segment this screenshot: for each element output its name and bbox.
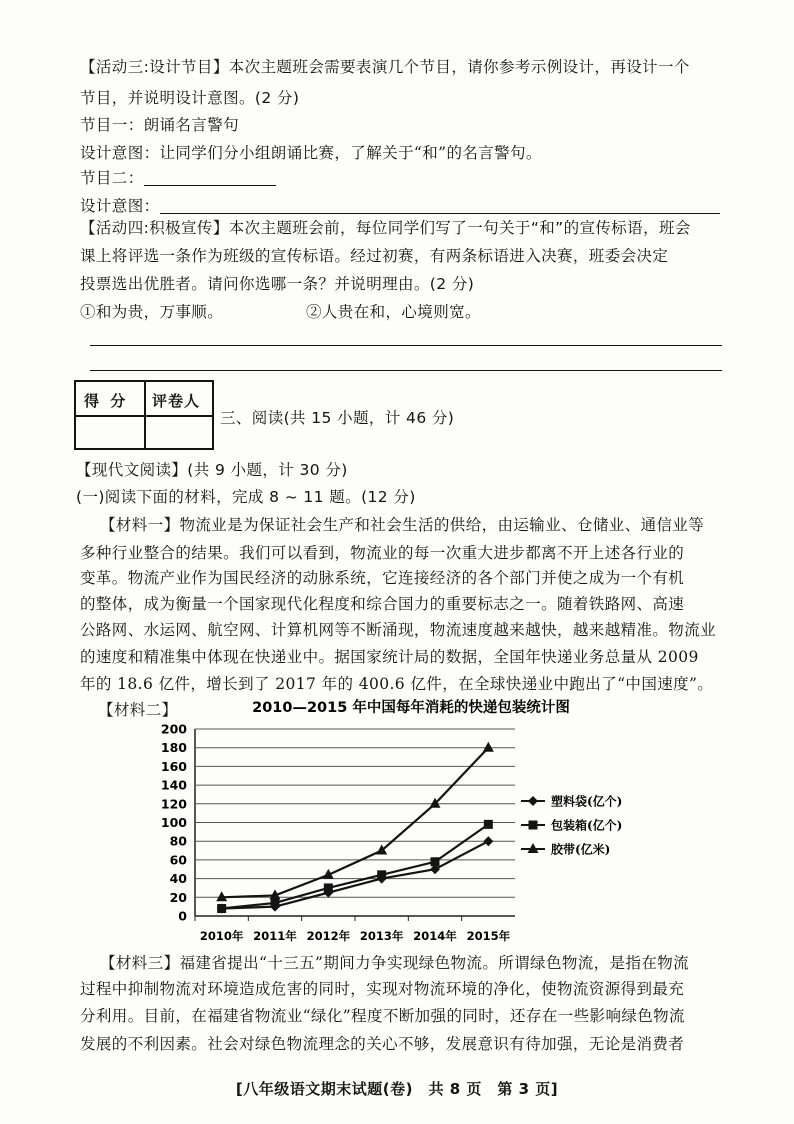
data-point (483, 742, 494, 752)
y-tick-label: 200 (160, 721, 187, 737)
material1-line: 的速度和精准集中体现在快递业中。据国家统计局的数据，全国年快递业务总量从 2009 (80, 648, 699, 666)
activity4-line1: 【活动四:积极宣传】本次主题班会前，每位同学们写了一句关于“和”的宣传标语，班会 (80, 219, 691, 237)
y-tick-label: 40 (169, 871, 187, 887)
modern-reading-title: 【现代文阅读】(共 9 小题，计 30 分) (76, 461, 348, 479)
score-label: 得 分 (84, 392, 129, 410)
activity4-option1: ①和为贵，万事顺。 (80, 303, 224, 321)
data-point (271, 898, 280, 907)
y-tick-label: 140 (160, 777, 187, 793)
material1-line: 多种行业整合的结果。我们可以看到，物流业的每一次重大进步都离不开上述各行业的 (80, 544, 685, 562)
data-point (431, 857, 440, 866)
y-tick-label: 0 (178, 908, 187, 924)
material1-line: 年的 18.6 亿件，增长到了 2017 年的 400.6 亿件，在全球快递业中跑出了“中国速度”。 (80, 675, 714, 693)
y-tick-label: 180 (160, 740, 187, 756)
data-point (217, 904, 226, 913)
y-tick-label: 160 (160, 758, 187, 774)
activity4-line2: 课上将评选一条作为班级的宣传标语。经过初赛，有两条标语进入决赛，班委会决定 (80, 247, 669, 265)
material1-line: 【材料一】物流业是为保证社会生产和社会生活的供给，由运输业、仓储业、通信业等 (100, 516, 705, 534)
legend-marker (529, 821, 538, 830)
legend-entry (521, 842, 610, 857)
series-diamond (217, 836, 494, 913)
material1-line: 公路网、水运网、航空网、计算机网等不断涌现，物流速度越来越快，越来越精准。物流业 (80, 621, 717, 639)
page-footer: [八年级语文期末试题(卷) 共 8 页 第 3 页] (235, 1080, 559, 1098)
y-tick-label: 20 (169, 889, 187, 905)
legend-entry (521, 818, 622, 833)
section3-title: 三、阅读(共 15 小题，计 46 分) (220, 409, 455, 427)
activity4-line3: 投票选出优胜者。请问你选哪一条？并说明理由。(2 分) (80, 275, 475, 293)
activity3-line2: 节目，并说明设计意图。(2 分) (80, 89, 300, 107)
intent2-label: 设计意图： (80, 197, 160, 215)
legend-entry (521, 794, 622, 809)
program1-text: 节目一：朗诵名言警句 (80, 116, 240, 134)
data-point (377, 870, 386, 879)
x-tick-label: 2011年 (253, 929, 297, 943)
y-tick-label: 120 (160, 796, 187, 812)
material3-line: 【材料三】福建省提出“十三五”期间力争实现绿色物流。所谓绿色物流，是指在物流 (100, 954, 690, 972)
material1-line: 变革。物流产业作为国民经济的动脉系统，它连接经济的各个部门并使之成为一个有机 (80, 569, 685, 587)
intent1-text: 设计意图：让同学们分小组朗诵比赛，了解关于“和”的名言警句。 (80, 144, 542, 162)
grader-label: 评卷人 (152, 392, 201, 410)
data-point (484, 820, 493, 829)
legend-label: 塑料袋(亿个) (551, 794, 623, 809)
x-tick-label: 2010年 (199, 929, 244, 943)
material1-line: 的整体，成为衡量一个国家现代化程度和综合国力的重要标志之一。随着铁路网、高速 (80, 595, 685, 613)
y-tick-label: 100 (160, 815, 187, 830)
x-tick-label: 2012年 (306, 929, 351, 943)
material2-label: 【材料二】 (98, 701, 178, 719)
series-square (217, 820, 493, 913)
activity4-option2: ②人贵在和，心境则宽。 (306, 303, 481, 321)
program2-label: 节目二： (80, 169, 144, 187)
x-tick-label: 2014年 (413, 929, 457, 943)
activity3-line1: 【活动三:设计节目】本次主题班会需要表演几个节目，请你参考示例设计，再设计一个 (80, 58, 690, 76)
material3-line: 过程中抑制物流对环境造成危害的同时，实现对物流环境的净化，使物流资源得到最充 (80, 980, 685, 998)
series-triangle (216, 742, 494, 902)
legend-label: 包装箱(亿个) (551, 818, 623, 833)
y-tick-label: 80 (169, 833, 187, 849)
material3-line: 发展的不利因素。社会对绿色物流理念的关心不够，发展意识有待加强，无论是消费者 (80, 1035, 685, 1053)
x-tick-label: 2013年 (359, 929, 404, 943)
data-point (324, 883, 333, 892)
legend-label: 胶带(亿米) (551, 842, 611, 857)
chart-title: 2010—2015 年中国每年消耗的快递包装统计图 (252, 700, 570, 716)
data-point (483, 836, 493, 846)
material3-line: 分利用。目前，在福建省物流业“绿化”程度不断加强的同时，还存在一些影响绿色物流 (80, 1007, 685, 1025)
x-tick-label: 2015年 (466, 929, 511, 943)
y-tick-label: 60 (169, 852, 187, 868)
part1-instruction: (一)阅读下面的材料，完成 8 ~ 11 题。(12 分) (76, 488, 416, 506)
legend-marker (528, 796, 538, 806)
